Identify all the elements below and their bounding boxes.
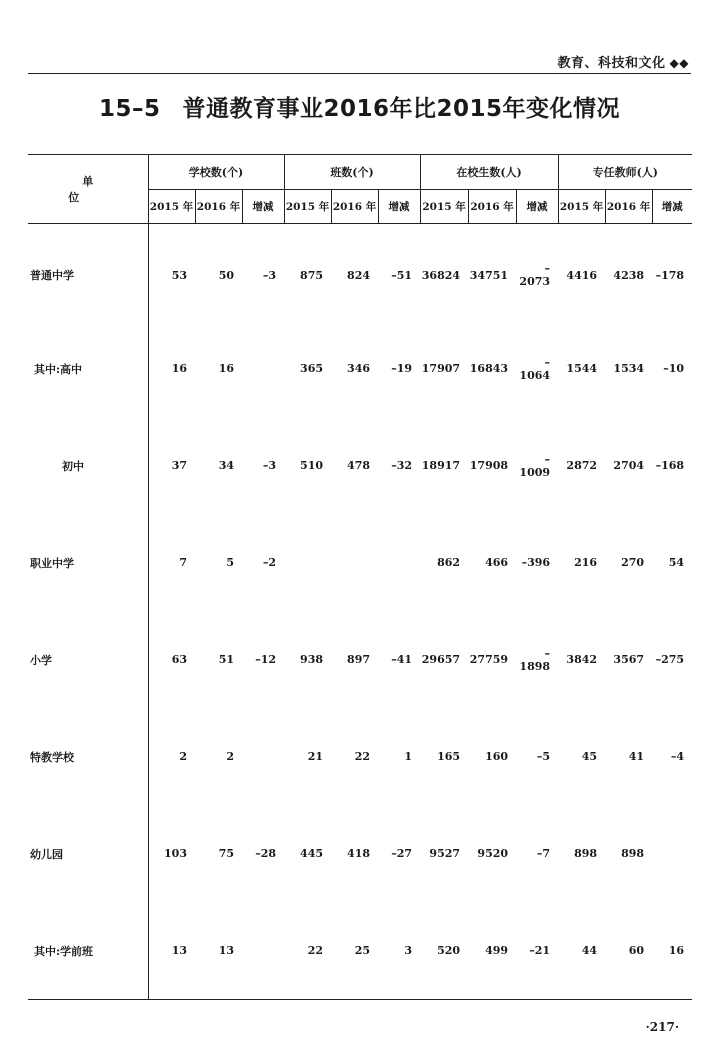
row-label: 普通中学 xyxy=(28,224,148,321)
table-cell: 3 xyxy=(378,902,420,1000)
table-cell: 2 xyxy=(226,750,234,763)
table-cell: 270 xyxy=(621,556,645,569)
table-cell: 445 xyxy=(300,847,324,860)
table-cell: 45 xyxy=(581,750,598,763)
table-cell: 63 xyxy=(171,653,187,666)
table-cell: 1534 xyxy=(613,362,645,375)
table-cell: –5 xyxy=(536,750,551,763)
table-cell: –10 xyxy=(663,362,685,375)
row-label: 其中:学前班 xyxy=(28,902,148,1000)
table-cell: –1064 xyxy=(519,355,551,382)
group-header-classes: 班数(个) xyxy=(284,155,420,190)
table-cell: 3567 xyxy=(613,653,645,666)
table-cell: 346 xyxy=(347,362,371,375)
table-cell: 897 xyxy=(347,653,371,666)
table-cell: 13 xyxy=(148,902,195,1000)
table-row xyxy=(28,320,692,417)
table-cell: –2 xyxy=(262,556,277,569)
row-label: 小学 xyxy=(28,611,148,708)
table-cell: 165 xyxy=(437,750,461,763)
sub-header-2015: 2015 年 xyxy=(284,190,331,224)
table-cell: 3842 xyxy=(566,653,598,666)
table-title: 普通教育事业2016年比2015年变化情况 xyxy=(182,96,621,122)
table-cell: 75 xyxy=(218,847,234,860)
table-cell: 18917 xyxy=(421,459,461,472)
table-cell: 53 xyxy=(171,268,187,282)
table-cell: –21 xyxy=(516,902,558,1000)
table-cell xyxy=(242,708,284,805)
table-row xyxy=(28,514,692,611)
table-cell: 37 xyxy=(171,459,187,472)
page-number: ·217· xyxy=(645,1020,679,1034)
table-cell: 466 xyxy=(485,556,509,569)
row-label: 初中 xyxy=(28,417,148,514)
table-cell: 5 xyxy=(226,556,234,569)
page-title xyxy=(0,90,719,123)
table-cell: 4238 xyxy=(613,268,645,282)
table-cell: 17908 xyxy=(469,459,509,472)
table-cell: 216 xyxy=(574,556,598,569)
table-cell: 16 xyxy=(171,362,187,375)
table-cell: 1544 xyxy=(566,362,598,375)
table-cell: 27759 xyxy=(469,653,509,666)
table-row xyxy=(28,708,692,805)
table-body xyxy=(28,224,692,1000)
table-cell: 54 xyxy=(668,556,685,569)
table-cell: –28 xyxy=(255,847,277,860)
table-cell: –1898 xyxy=(519,646,551,673)
table-cell: 16843 xyxy=(469,362,509,375)
table-code: 15–5 xyxy=(98,96,161,122)
unit-header: 单 位 xyxy=(28,155,148,224)
table-cell: 34751 xyxy=(469,268,509,282)
table-cell: 520 xyxy=(420,902,468,1000)
sub-header-change: 增减 xyxy=(378,190,420,224)
sub-header-2016: 2016 年 xyxy=(468,190,516,224)
sub-header-change: 增减 xyxy=(516,190,558,224)
table-cell: –275 xyxy=(655,653,685,666)
table-cell: 4416 xyxy=(566,268,598,282)
table-cell: 13 xyxy=(195,902,242,1000)
group-header-schools: 学校数(个) xyxy=(148,155,284,190)
sub-header-2016: 2016 年 xyxy=(195,190,242,224)
table-cell: 34 xyxy=(218,459,234,472)
table-cell: –4 xyxy=(670,750,685,763)
sub-header-2015: 2015 年 xyxy=(148,190,195,224)
table-cell xyxy=(378,514,420,611)
table-cell: –2073 xyxy=(519,262,551,288)
statistics-table xyxy=(28,154,692,1000)
row-label: 特教学校 xyxy=(28,708,148,805)
table-cell: 22 xyxy=(284,902,331,1000)
row-label: 职业中学 xyxy=(28,514,148,611)
table-cell: –51 xyxy=(391,268,413,282)
table-cell xyxy=(284,514,331,611)
table-cell: 418 xyxy=(347,847,371,860)
row-label: 幼儿园 xyxy=(28,805,148,902)
table-cell: 16 xyxy=(652,902,692,1000)
table-cell: 41 xyxy=(628,750,645,763)
table-cell: 16 xyxy=(218,362,234,375)
table-cell xyxy=(652,805,692,902)
group-header-row xyxy=(28,155,692,190)
table-cell: 25 xyxy=(331,902,378,1000)
table-cell: 60 xyxy=(605,902,652,1000)
table-cell: 17907 xyxy=(421,362,461,375)
table-cell: –27 xyxy=(391,847,413,860)
table-cell: –41 xyxy=(391,653,413,666)
diamond-icon: ◆◆ xyxy=(669,56,689,70)
running-header-text: 教育、科技和文化 xyxy=(557,56,666,71)
table-cell: 7 xyxy=(179,556,187,569)
table-row xyxy=(28,417,692,514)
table-cell: 862 xyxy=(437,556,461,569)
table-cell: 22 xyxy=(354,750,371,763)
sub-header-2016: 2016 年 xyxy=(605,190,652,224)
sub-header-2015: 2015 年 xyxy=(420,190,468,224)
sub-header-2015: 2015 年 xyxy=(558,190,605,224)
table-cell: 36824 xyxy=(421,268,461,282)
table-cell: 938 xyxy=(300,653,324,666)
table-cell: 2872 xyxy=(566,459,598,472)
group-header-teachers: 专任教师(人) xyxy=(558,155,692,190)
table-cell: 50 xyxy=(218,268,234,282)
row-label: 其中:高中 xyxy=(28,320,148,417)
table-cell: 898 xyxy=(574,847,598,860)
table-cell: 29657 xyxy=(421,653,461,666)
table-cell: –3 xyxy=(262,268,277,282)
table-cell: 1 xyxy=(404,750,413,763)
running-header xyxy=(558,52,689,71)
table-cell xyxy=(242,320,284,417)
table-cell: 9520 xyxy=(477,847,509,860)
table-cell: 44 xyxy=(558,902,605,1000)
table-cell: 499 xyxy=(468,902,516,1000)
sub-header-change: 增减 xyxy=(652,190,692,224)
table-cell xyxy=(242,902,284,1000)
table-cell: –396 xyxy=(521,556,551,569)
group-header-students: 在校生数(人) xyxy=(420,155,558,190)
table-cell: 898 xyxy=(621,847,645,860)
table-cell: –32 xyxy=(391,459,413,472)
sub-header-change: 增减 xyxy=(242,190,284,224)
table-cell: –7 xyxy=(536,847,551,860)
table-row xyxy=(28,224,692,321)
table-cell: –12 xyxy=(255,653,277,666)
header-rule xyxy=(28,73,691,74)
table-cell: 824 xyxy=(347,268,371,282)
table-cell: 478 xyxy=(347,459,371,472)
sub-header-2016: 2016 年 xyxy=(331,190,378,224)
table-cell: 103 xyxy=(164,847,187,860)
table-row xyxy=(28,611,692,708)
table-cell: 510 xyxy=(300,459,324,472)
table-cell: –1009 xyxy=(519,452,551,479)
table-cell: –3 xyxy=(262,459,277,472)
table-cell: –178 xyxy=(655,268,685,282)
table-cell: –168 xyxy=(655,459,685,472)
table-cell: 2704 xyxy=(613,459,645,472)
table-row xyxy=(28,902,692,1000)
table-row xyxy=(28,805,692,902)
table-cell: 2 xyxy=(179,750,187,763)
table-cell: 21 xyxy=(307,750,324,763)
table-cell: 9527 xyxy=(429,847,461,860)
table-cell: –19 xyxy=(391,362,413,375)
table-cell xyxy=(331,514,378,611)
table-cell: 51 xyxy=(218,653,234,666)
table-cell: 875 xyxy=(300,268,324,282)
table-cell: 160 xyxy=(485,750,509,763)
table-cell: 365 xyxy=(300,362,324,375)
